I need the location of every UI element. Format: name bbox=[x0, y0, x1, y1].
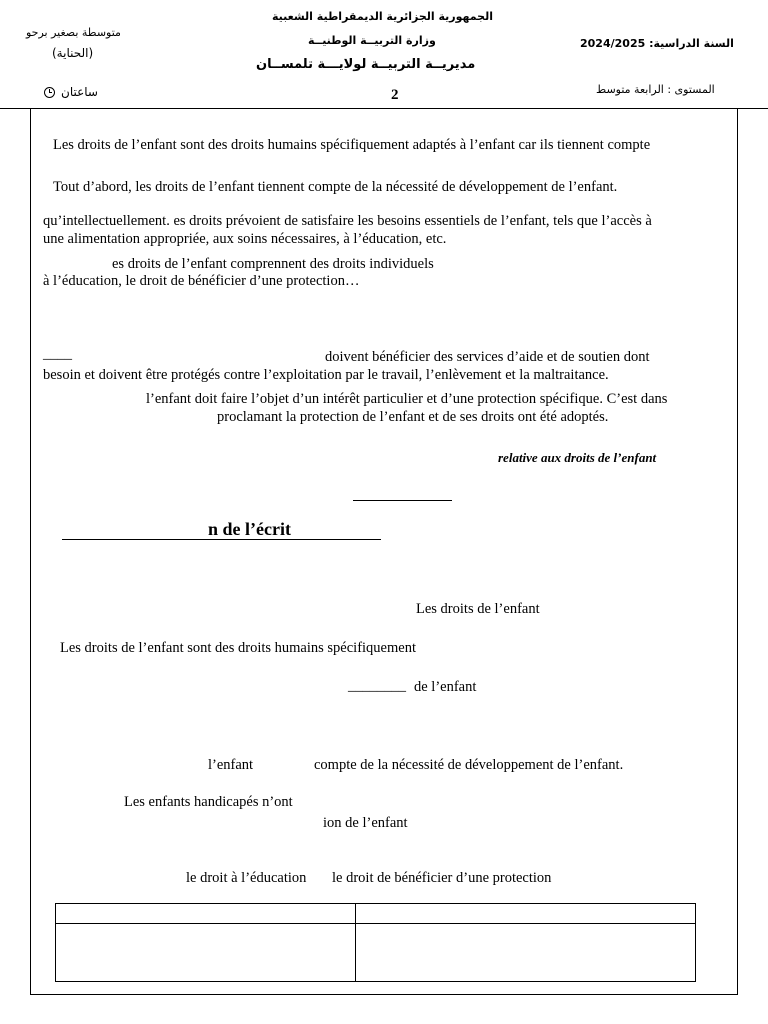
section-title-underline bbox=[62, 539, 381, 540]
question-3-blank: ________ bbox=[348, 678, 406, 694]
paragraph-5-line-1: doivent bénéficier des services d’aide et de soutien dont bbox=[325, 349, 650, 365]
table-row bbox=[56, 924, 696, 982]
section-title: n de l’écrit bbox=[208, 519, 291, 539]
paragraph-3-line-2: une alimentation appropriée, aux soins nécessaires, à l’éducation, etc. bbox=[43, 231, 447, 247]
question-5: Les enfants handicapés n’ont bbox=[124, 794, 293, 810]
table-cell[interactable] bbox=[356, 904, 696, 924]
table-row bbox=[56, 904, 696, 924]
question-4-part-a: l’enfant bbox=[208, 757, 254, 773]
table-cell[interactable] bbox=[356, 924, 696, 982]
paragraph-4-line-2: à l’éducation, le droit de bénéficier d’une protection… bbox=[43, 273, 360, 289]
paragraph-2: Tout d’abord, les droits de l’enfant tiennent compte de la nécessité de développement de l’enfant. bbox=[53, 179, 618, 195]
paragraph-6-line-1: l’enfant doit faire l’objet d’un intérêt particulier et d’une protection spécifique. C’est dans bbox=[146, 391, 668, 407]
paragraph-6-line-2: proclamant la protection de l’enfant et de ses droits ont été adoptés. bbox=[217, 409, 609, 425]
school-year: السنة الدراسية: 2024/2025 bbox=[580, 37, 734, 50]
question-3-text: de l’enfant bbox=[414, 679, 477, 695]
table-cell[interactable] bbox=[56, 904, 356, 924]
republic-title: الجمهورية الجزائرية الديمقراطية الشعبية bbox=[272, 10, 493, 23]
table-cell[interactable] bbox=[56, 924, 356, 982]
paragraph-4-line-1: es droits de l’enfant comprennent des droits individuels bbox=[112, 256, 434, 272]
school-name: متوسطة بصغير برحو bbox=[26, 26, 121, 39]
question-7-part-b: le droit de bénéficier d’une protection bbox=[332, 870, 552, 886]
ministry-title: وزارة التربيــة الوطنيــة bbox=[308, 34, 436, 47]
question-1: Les droits de l’enfant bbox=[416, 601, 540, 617]
paragraph-5-line-2: besoin et doivent être protégés contre l’exploitation par le travail, l’enlèvement et la maltraitance. bbox=[43, 367, 609, 383]
duration-box bbox=[44, 85, 98, 99]
paragraph-1: Les droits de l’enfant sont des droits humains spécifiquement adaptés à l’enfant car ils tiennent compte bbox=[53, 137, 651, 153]
level: المستوى : الرابعة متوسط bbox=[596, 83, 715, 96]
question-2: Les droits de l’enfant sont des droits humains spécifiquement bbox=[60, 640, 416, 656]
paragraph-3-line-1: qu’intellectuellement. es droits prévoient de satisfaire les besoins essentiels de l’enfant, tels que l’accès à bbox=[43, 213, 652, 229]
separator-line bbox=[353, 500, 452, 501]
school-place: (الحناية) bbox=[52, 46, 94, 60]
source-citation: relative aux droits de l’enfant bbox=[498, 450, 657, 465]
question-4-part-b: compte de la nécessité de développement de l’enfant. bbox=[314, 757, 624, 773]
question-6: ion de l’enfant bbox=[323, 815, 408, 831]
duration: ساعتان bbox=[61, 85, 98, 99]
paragraph-5-blank: ____ bbox=[43, 346, 72, 362]
directorate-title: مديريــة التربيــة لولايـــة تلمســان bbox=[256, 57, 476, 72]
question-7-part-a: le droit à l’éducation bbox=[186, 870, 307, 886]
clock-icon bbox=[44, 87, 55, 98]
answer-table bbox=[55, 903, 696, 982]
page-number: 2 bbox=[391, 87, 399, 103]
